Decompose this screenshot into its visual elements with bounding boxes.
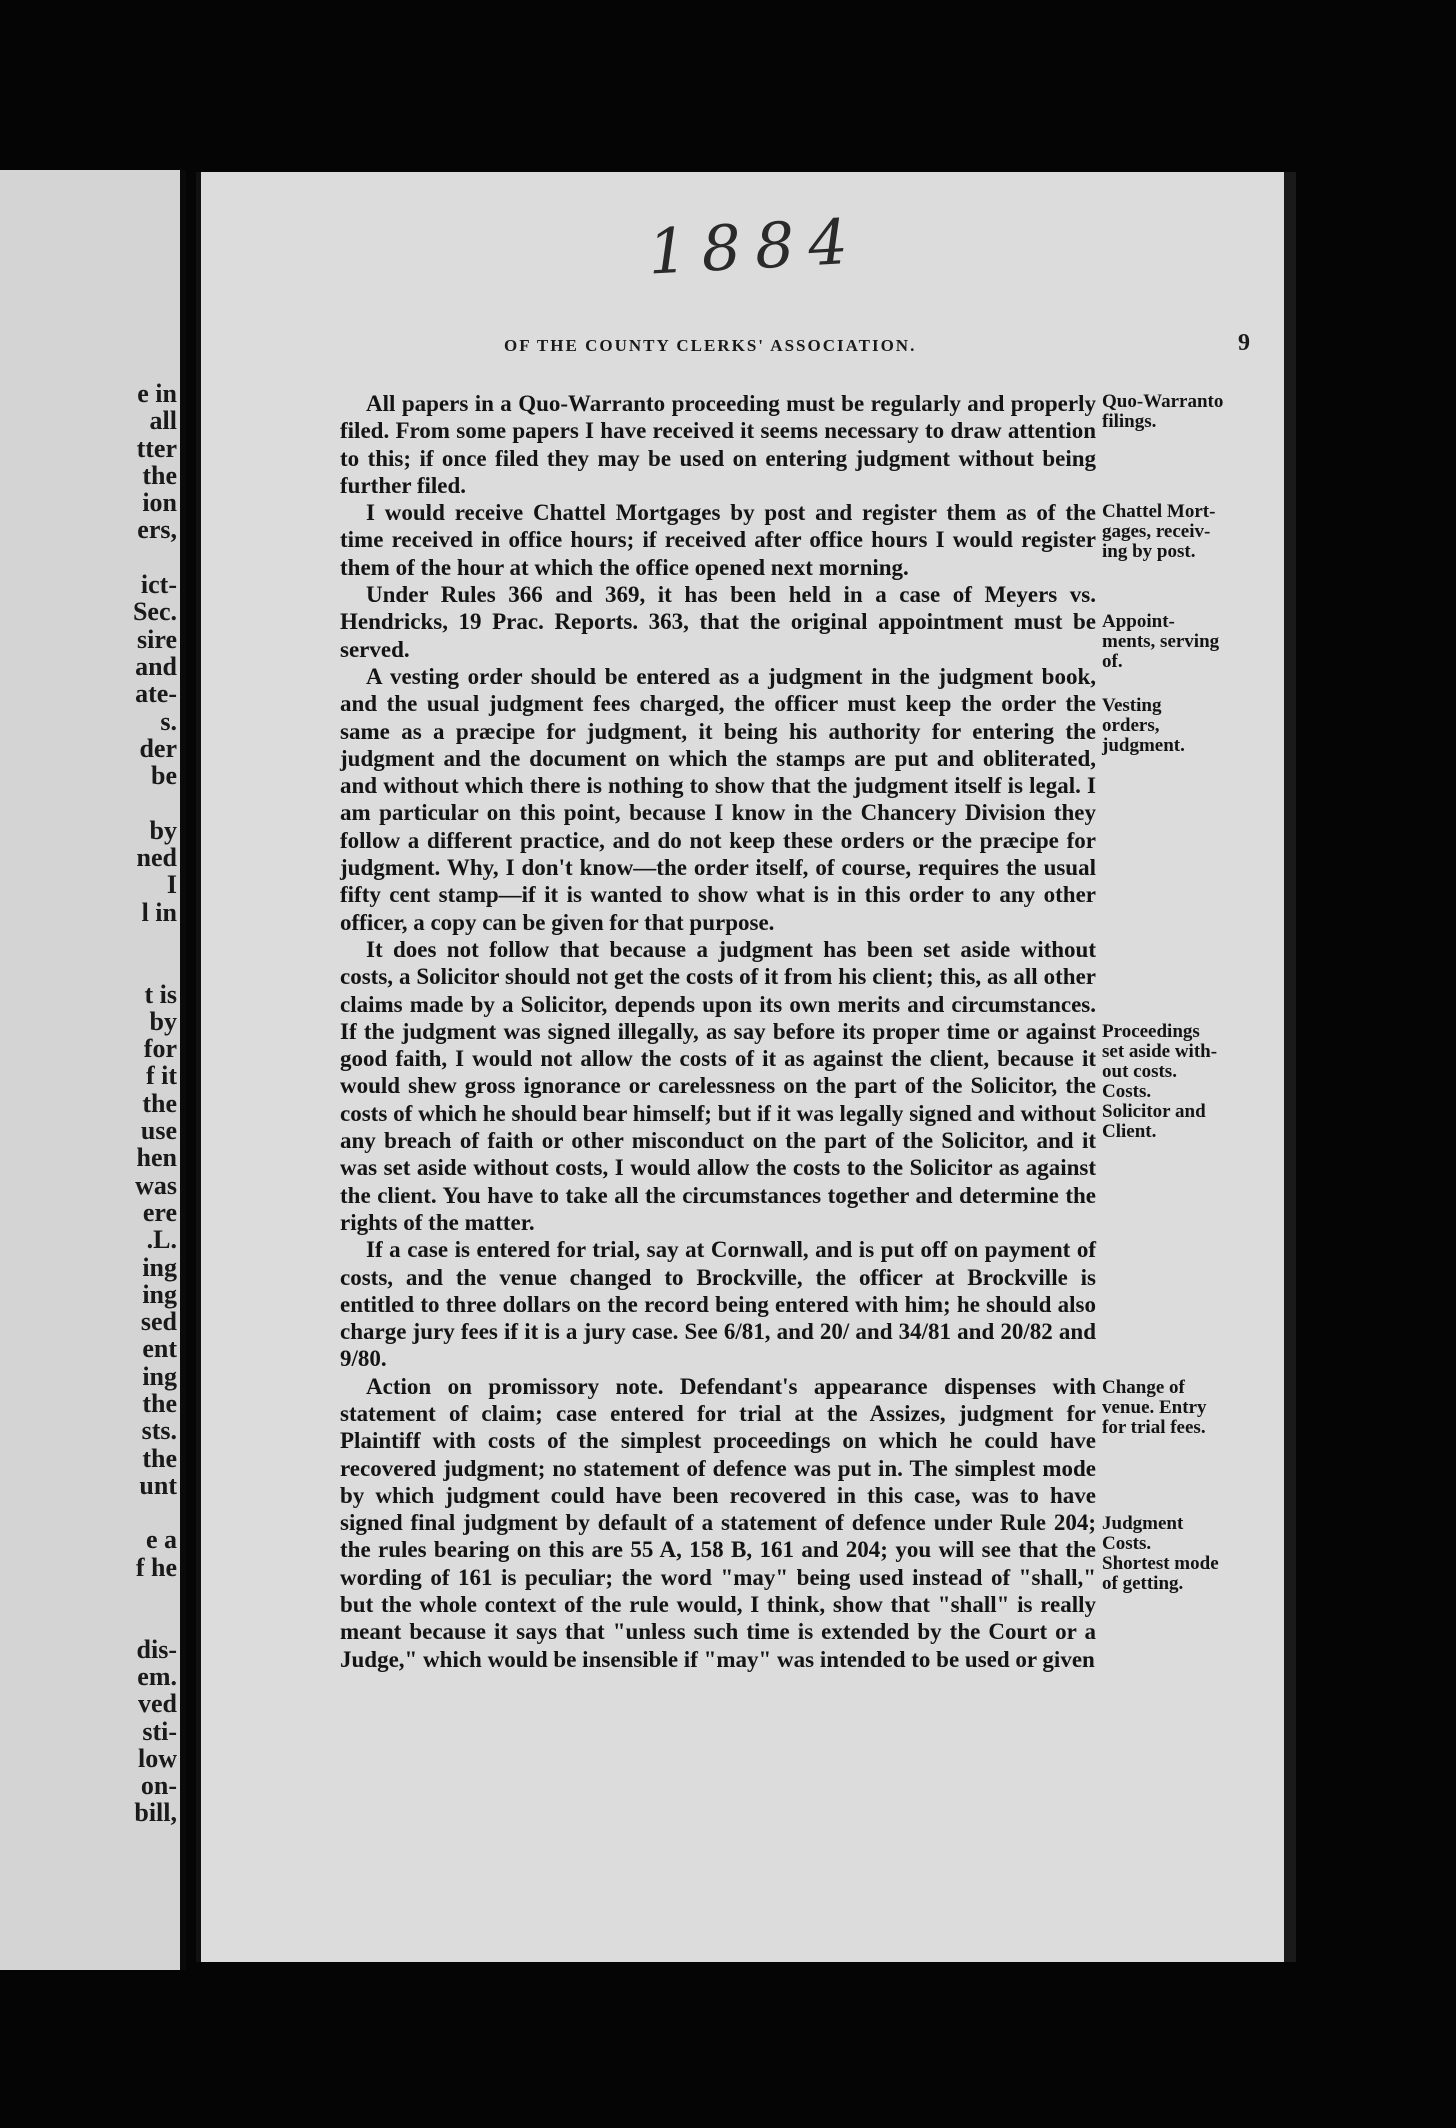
margin-note-line: venue. Entry bbox=[1102, 1397, 1207, 1418]
left-fragment-line: sire bbox=[137, 624, 177, 654]
left-fragment-line: e in bbox=[137, 379, 177, 408]
margin-note-line: set aside with- bbox=[1102, 1041, 1218, 1062]
margin-note-line: gages, receiv- bbox=[1102, 521, 1211, 542]
margin-note-vesting bbox=[1102, 696, 1262, 756]
left-fragment-line: ere bbox=[142, 1197, 177, 1227]
left-fragment-line: sed bbox=[140, 1307, 177, 1337]
margin-note-line: Shortest mode bbox=[1102, 1553, 1219, 1574]
left-fragment-line: t is bbox=[144, 979, 177, 1009]
margin-note-change-of-venue bbox=[1102, 1378, 1262, 1438]
left-fragment-line: e a bbox=[145, 1525, 177, 1555]
left-fragment-line: f it bbox=[145, 1061, 177, 1091]
left-fragment-line: the bbox=[142, 1388, 177, 1418]
left-fragment-line: unt bbox=[139, 1470, 177, 1500]
left-fragment-line: ict- bbox=[140, 570, 177, 600]
left-fragment-line: f he bbox=[135, 1552, 177, 1582]
left-fragment-line: sti- bbox=[142, 1716, 177, 1746]
margin-note-line: out costs. bbox=[1102, 1061, 1177, 1082]
margin-note-appointments bbox=[1102, 612, 1262, 672]
left-fragment-line bbox=[133, 1581, 177, 1608]
body-text bbox=[340, 390, 1096, 1673]
margin-note-chattel bbox=[1102, 502, 1262, 562]
left-fragment-line: and bbox=[135, 651, 177, 681]
left-fragment-line: l in bbox=[141, 897, 177, 927]
margin-note-line: Costs. bbox=[1102, 1533, 1152, 1554]
margin-note-line: Chattel Mort- bbox=[1102, 501, 1216, 522]
left-fragment-line: ate- bbox=[135, 679, 177, 709]
left-page-text bbox=[133, 380, 177, 1827]
margin-note-judgment-costs bbox=[1102, 1514, 1262, 1594]
paragraph: Under Rules 366 and 369, it has been held in a case of Meyers vs. Hendricks, 19 Prac. Reports. 363, that the original appointment must be served. bbox=[340, 582, 1096, 662]
left-fragment-line: was bbox=[135, 1170, 177, 1200]
paragraph: If a case is entered for trial, say at Cornwall, and is put off on payment of costs, and the venue changed to Brockville, the officer at Brockville is entitled to three dollars on the record being entered with him; he should also charge jury fees if it is a jury case. See 6/81, and 20/ and 34/81 and 20/82 and 9/80. bbox=[340, 1237, 1096, 1372]
left-fragment-line: low bbox=[138, 1743, 177, 1773]
left-fragment-line: ing bbox=[142, 1252, 177, 1282]
margin-note-line: of getting. bbox=[1102, 1573, 1184, 1594]
left-fragment-line: .L. bbox=[146, 1225, 177, 1255]
left-fragment-line: use bbox=[140, 1116, 177, 1146]
page-gutter bbox=[180, 170, 186, 1970]
left-fragment-line bbox=[133, 953, 177, 980]
paragraph: All papers in a Quo-Warranto proceeding must be regularly and properly filed. From some papers I have received it seems necessary to draw attention to this; if once filed they may be used on entering judgment without being further filed. bbox=[340, 391, 1096, 498]
left-fragment-line bbox=[133, 544, 177, 571]
page-edge-shadow bbox=[1284, 172, 1296, 1962]
margin-note-line: Solicitor and bbox=[1102, 1101, 1206, 1122]
margin-note-line: judgment. bbox=[1102, 735, 1185, 756]
margin-note-line: filings. bbox=[1102, 411, 1157, 432]
page-number: 9 bbox=[1238, 330, 1250, 356]
left-fragment-line: the bbox=[142, 1088, 177, 1118]
left-fragment-line: s. bbox=[160, 706, 177, 736]
left-fragment-line: be bbox=[151, 761, 177, 791]
left-fragment-line: em. bbox=[137, 1661, 177, 1691]
left-fragment-line: ent bbox=[142, 1334, 177, 1364]
margin-note-line: for trial fees. bbox=[1102, 1417, 1206, 1438]
margin-note-line: Vesting bbox=[1102, 695, 1162, 716]
left-fragment-line bbox=[133, 1499, 177, 1526]
left-fragment-line: ing bbox=[142, 1279, 177, 1309]
left-fragment-line: sts. bbox=[141, 1416, 177, 1446]
margin-note-line: Client. bbox=[1102, 1121, 1157, 1142]
margin-note-line: of. bbox=[1102, 651, 1123, 672]
margin-note-line: Change of bbox=[1102, 1377, 1185, 1398]
left-fragment-line: tter bbox=[136, 433, 177, 463]
left-fragment-line: for bbox=[143, 1034, 177, 1064]
margin-note-line: Costs. bbox=[1102, 1081, 1152, 1102]
margin-note-line: ments, serving bbox=[1102, 631, 1220, 652]
left-fragment-line: bill, bbox=[134, 1798, 177, 1828]
paragraph: It does not follow that because a judgment has been set aside without costs, a Solicitor should not get the costs of it from his client; this, as all other claims made by a Solicitor, depends upon its own merits and circumstances. If the judgment was signed illegally, as say before its proper time or against good faith, I would not allow the costs of it as against the client, because it would shew gross ignorance or carelessness on the part of the Solicitor, the costs of which he should bear himself; but if it was legally signed and without any breach of faith or other misconduct on the part of the Solicitor, and it was set aside without costs, I would allow the costs to the Solicitor as against the client. You have to take all the circumstances together and determine the rights of the matter. bbox=[340, 936, 1096, 1235]
left-fragment-line: all bbox=[149, 406, 177, 436]
paragraph: Action on promissory note. Defendant's appearance dispenses with statement of claim; case entered for trial at the Assizes, judgment for Plaintiff with costs of the simplest proceedings on which he could have recovered judgment; no statement of defence was put in. The simplest mode by which judgment could have been recovered in this case, was to have signed final judgment by default of a statement of defence under Rule 204; the rules bearing on this are 55 A, 158 B, 161 and 204; you will see that the wording of 161 is peculiar; the word "may" being used instead of "shall," but the whole context of the rule would, I think, show that "shall" is really meant because it says that "unless such time is extended by the Court or a Judge," which would be insensible if "may" was intended to be used or given bbox=[340, 1373, 1096, 1672]
left-fragment-line: hen bbox=[136, 1143, 177, 1173]
left-fragment-line: the bbox=[142, 1443, 177, 1473]
left-fragment-line bbox=[133, 1608, 177, 1635]
left-fragment-line: on- bbox=[140, 1771, 177, 1801]
left-fragment-line: ion bbox=[142, 488, 177, 518]
margin-note-line: orders, bbox=[1102, 715, 1160, 736]
margin-note-line: ing by post. bbox=[1102, 541, 1196, 562]
left-fragment-line: ing bbox=[142, 1361, 177, 1391]
paragraph: I would receive Chattel Mortgages by post and register them as of the time received in office hours; if received after office hours I would register them of the hour at which the office opened next morning. bbox=[340, 500, 1096, 580]
left-fragment-line: by bbox=[149, 815, 177, 845]
left-fragment-line: ned bbox=[136, 843, 177, 873]
left-fragment-line bbox=[133, 789, 177, 816]
left-fragment-line: I bbox=[166, 870, 177, 900]
left-page-fragment bbox=[0, 170, 183, 1970]
left-fragment-line: ers, bbox=[137, 515, 177, 545]
paragraph: A vesting order should be entered as a judgment in the judgment book, and the usual judgment fees charged, the officer must keep the order the same as a præcipe for judgment, it being his authority for entering the judgment and the document on which the stamps are put and obliterated, and without which there is nothing to show that the judgment itself is legal. I am particular on this point, because I know in the Chancery Division they follow a different practice, and do not keep these orders or the præcipe for judgment. Why, I don't know—the order itself, of course, requires the usual fifty cent stamp—if it is wanted to show what is in this order to any other officer, a copy can be given for that purpose. bbox=[340, 663, 1096, 935]
margin-note-quo-warranto bbox=[1102, 392, 1262, 432]
margin-note-line: Proceedings bbox=[1102, 1021, 1200, 1042]
left-fragment-line bbox=[133, 926, 177, 953]
margin-note-line: Quo-Warranto bbox=[1102, 391, 1224, 412]
margin-note-line: Judgment bbox=[1102, 1513, 1184, 1534]
margin-note-line: Appoint- bbox=[1102, 611, 1175, 632]
left-fragment-line: the bbox=[142, 460, 177, 490]
left-fragment-line: der bbox=[139, 733, 177, 763]
running-header: OF THE COUNTY CLERKS' ASSOCIATION. bbox=[504, 336, 917, 355]
left-fragment-line: dis- bbox=[136, 1634, 177, 1664]
left-fragment-line: by bbox=[149, 1006, 177, 1036]
handwritten-year: 1884 bbox=[646, 204, 864, 289]
left-fragment-line: ved bbox=[138, 1689, 177, 1719]
margin-note-proceedings bbox=[1102, 1022, 1262, 1142]
left-fragment-line: Sec. bbox=[132, 597, 177, 627]
